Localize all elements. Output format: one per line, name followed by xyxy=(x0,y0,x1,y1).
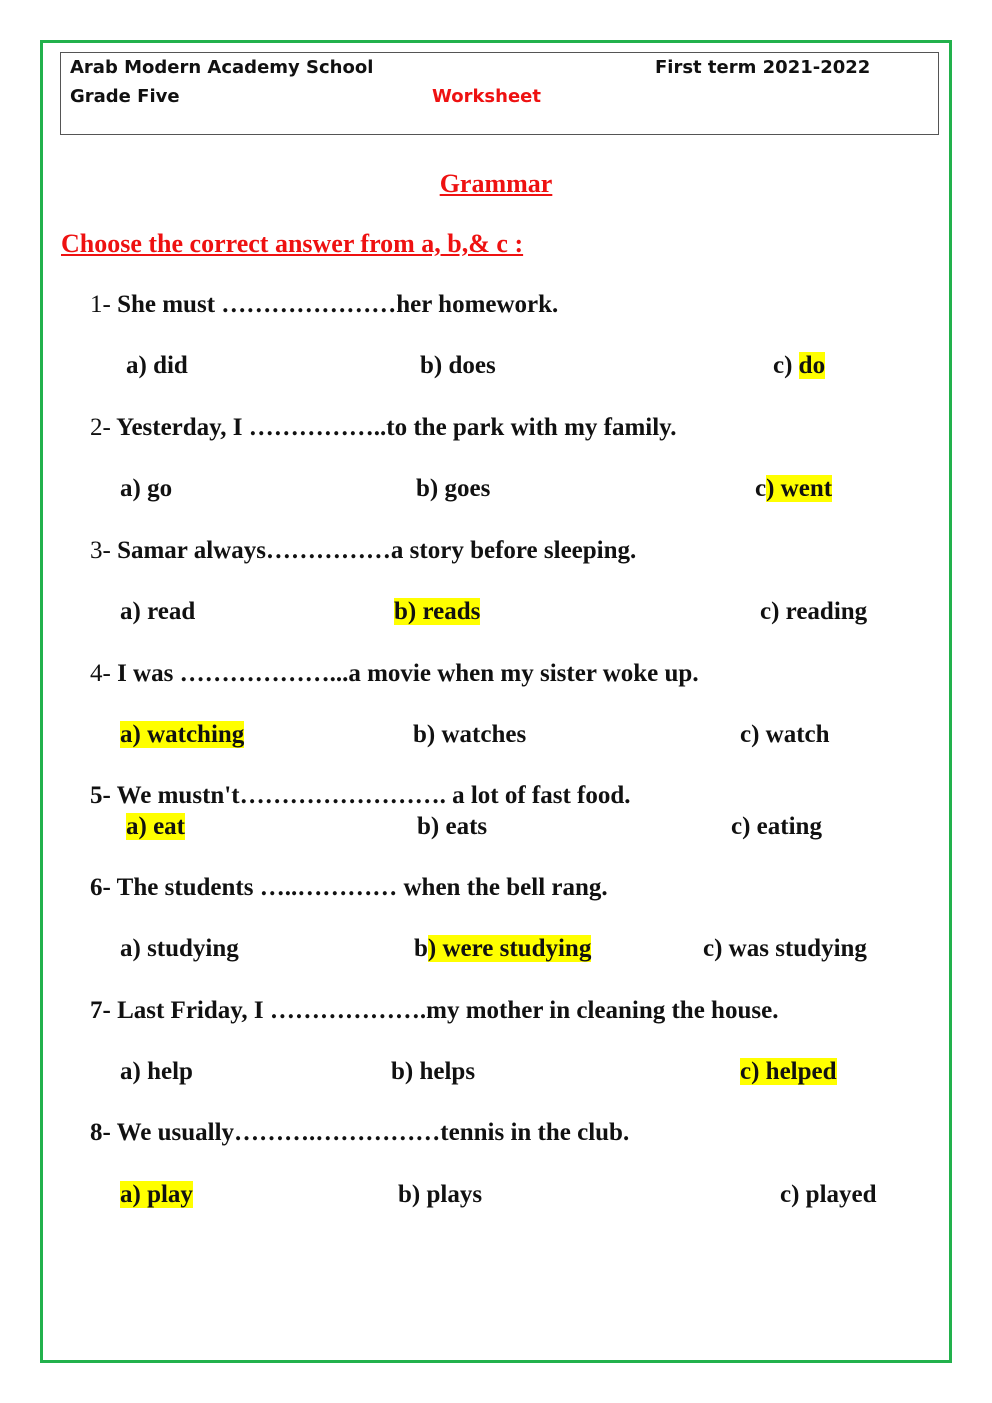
option-text: a) read xyxy=(120,598,196,625)
answer-highlight: c) helped xyxy=(740,1058,837,1085)
question xyxy=(90,537,636,565)
option-b[interactable] xyxy=(417,813,487,841)
option-text: c) xyxy=(773,352,799,379)
question xyxy=(90,997,778,1025)
question-number: 3- xyxy=(90,537,111,564)
option-c[interactable] xyxy=(731,813,822,841)
option-text: a) did xyxy=(126,352,188,379)
option-a[interactable] xyxy=(120,598,195,626)
option-c[interactable] xyxy=(760,598,867,626)
option-a[interactable] xyxy=(120,1181,193,1209)
option-text: b xyxy=(414,935,428,962)
option-text: c) eating xyxy=(731,813,822,840)
option-c[interactable] xyxy=(780,1181,877,1209)
option-c[interactable] xyxy=(740,721,830,749)
option-text: a) studying xyxy=(120,935,239,962)
option-text: c) was studying xyxy=(703,935,867,962)
instruction: Choose the correct answer from a, b,& c : xyxy=(61,229,524,258)
question-number: 4- xyxy=(90,660,111,687)
question-text: Yesterday, I ……………..to the park with my family. xyxy=(116,414,677,441)
question-number: 1- xyxy=(90,291,111,318)
answer-highlight: do xyxy=(798,352,826,379)
option-a[interactable] xyxy=(120,475,172,503)
option-a[interactable] xyxy=(120,1058,193,1086)
option-b[interactable] xyxy=(414,935,591,963)
section-title: Grammar xyxy=(439,169,553,198)
question-number: 2- xyxy=(90,414,111,441)
option-text: c) reading xyxy=(760,598,868,625)
option-a[interactable] xyxy=(120,721,244,749)
option-c[interactable] xyxy=(703,935,867,963)
answer-highlight: a) watching xyxy=(120,721,245,748)
question-number: 5- xyxy=(90,782,111,809)
option-c[interactable] xyxy=(755,475,832,503)
question-text: She must …………………her homework. xyxy=(117,291,559,318)
option-text: b) goes xyxy=(416,475,491,502)
question-text: The students …..………… when the bell rang. xyxy=(116,874,608,901)
header-box xyxy=(60,52,939,135)
option-a[interactable] xyxy=(120,935,239,963)
question-number: 6- xyxy=(90,874,111,901)
option-a[interactable] xyxy=(126,813,185,841)
question xyxy=(90,414,677,442)
option-c[interactable] xyxy=(740,1058,837,1086)
question xyxy=(90,874,608,902)
question-text: Last Friday, I ……………….my mother in cleaning the house. xyxy=(117,997,779,1024)
option-b[interactable] xyxy=(394,598,480,626)
option-text: b) helps xyxy=(391,1058,476,1085)
question-number: 7- xyxy=(90,997,111,1024)
answer-highlight: b) reads xyxy=(394,598,481,625)
option-text: c) watch xyxy=(740,721,830,748)
option-text: b) eats xyxy=(417,813,488,840)
answer-highlight: ) were studying xyxy=(427,935,592,962)
option-b[interactable] xyxy=(416,475,490,503)
question xyxy=(90,1119,629,1147)
option-text: b) watches xyxy=(413,721,527,748)
option-b[interactable] xyxy=(420,352,496,380)
option-text: b) does xyxy=(420,352,496,379)
question-text: I was ………………...a movie when my sister woke up. xyxy=(117,660,699,687)
option-text: a) go xyxy=(120,475,173,502)
answer-highlight: a) eat xyxy=(126,813,185,840)
question-text: Samar always……………a story before sleeping. xyxy=(117,537,637,564)
question xyxy=(90,291,558,319)
question-text: We mustn't……………………. a lot of fast food. xyxy=(116,782,631,809)
school-name: Arab Modern Academy School xyxy=(70,57,374,78)
term-label: First term 2021-2022 xyxy=(655,57,871,78)
grade-label: Grade Five xyxy=(70,86,180,107)
option-text: b) plays xyxy=(398,1181,483,1208)
question-text: We usually……….……………tennis in the club. xyxy=(116,1119,630,1146)
option-text: a) help xyxy=(120,1058,193,1085)
option-b[interactable] xyxy=(398,1181,482,1209)
question-number: 8- xyxy=(90,1119,111,1146)
option-text: c xyxy=(755,475,767,502)
worksheet-label: Worksheet xyxy=(432,86,541,107)
option-b[interactable] xyxy=(391,1058,475,1086)
answer-highlight: a) play xyxy=(120,1181,193,1208)
option-a[interactable] xyxy=(126,352,188,380)
option-text: c) played xyxy=(780,1181,877,1208)
answer-highlight: ) went xyxy=(766,475,833,502)
question xyxy=(90,660,699,688)
option-b[interactable] xyxy=(413,721,526,749)
question xyxy=(90,782,631,810)
option-c[interactable] xyxy=(773,352,825,380)
